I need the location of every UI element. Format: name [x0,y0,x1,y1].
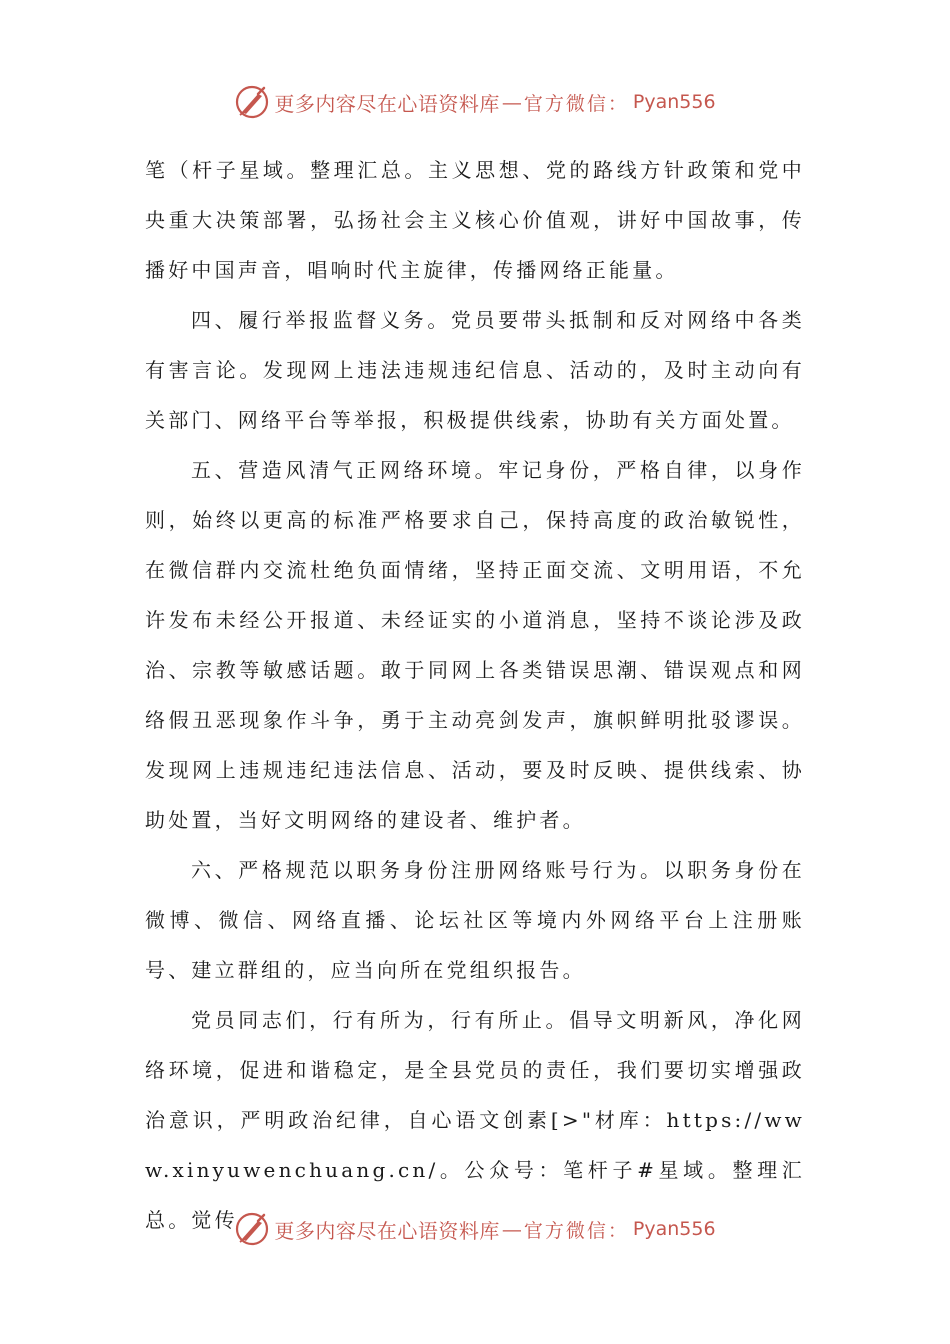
banner-subtitle: 官方微信： [523,92,629,115]
header-banner [0,80,950,124]
document-body [145,145,805,1245]
pen-logo-icon [234,84,270,120]
footer-banner-subtitle: 官方微信： [523,1219,629,1242]
pen-logo-icon [234,1211,270,1247]
footer-banner-account-id: Pyan556 [632,1218,716,1240]
footer-banner-separator: — [501,1217,522,1241]
paragraph-4: 六、严格规范以职务身份注册网络账号行为。以职务身份在微博、微信、网络直播、论坛社区等境内外网络平台上注册账号、建立群组的，应当向所在党组织报告。 [145,858,805,982]
paragraph-5: 党员同志们，行有所为，行有所止。倡导文明新风，净化网络环境，促进和谐稳定，是全县党员的责任，我们要切实增强政治意识，严明政治纪律，自心语文创素[>"材库：https://www.xinyuwenchuang.cn/。公众号：笔杆子#星域。整理汇总。觉传 [145,1008,805,1232]
banner-account-id: Pyan556 [632,91,716,113]
paragraph-3: 五、营造风清气正网络环境。牢记身份，严格自律，以身作则，始终以更高的标准严格要求自己，保持高度的政治敏锐性，在微信群内交流杜绝负面情绪，坚持正面交流、文明用语，不允许发布未经公开报道、未经证实的小道消息，坚持不谈论涉及政治、宗教等敏感话题。敢于同网上各类错误思潮、错误观点和网络假丑恶现象作斗争，勇于主动亮剑发声，旗帜鲜明批驳谬误。发现网上违规违纪违法信息、活动，要及时反映、提供线索、协助处置，当好文明网络的建设者、维护者。 [145,458,805,832]
paragraph-2: 四、履行举报监督义务。党员要带头抵制和反对网络中各类有害言论。发现网上违法违规违纪信息、活动的，及时主动向有关部门、网络平台等举报，积极提供线索，协助有关方面处置。 [145,308,805,432]
footer-banner [0,1207,950,1251]
paragraph-1: 笔（杆子星域。整理汇总。主义思想、党的路线方针政策和党中央重大决策部署，弘扬社会主义核心价值观，讲好中国故事，传播好中国声音，唱响时代主旋律，传播网络正能量。 [145,158,805,282]
banner-separator: — [501,90,522,114]
banner-title: 更多内容尽在心语资料库 [274,91,500,116]
footer-banner-title: 更多内容尽在心语资料库 [274,1218,500,1243]
